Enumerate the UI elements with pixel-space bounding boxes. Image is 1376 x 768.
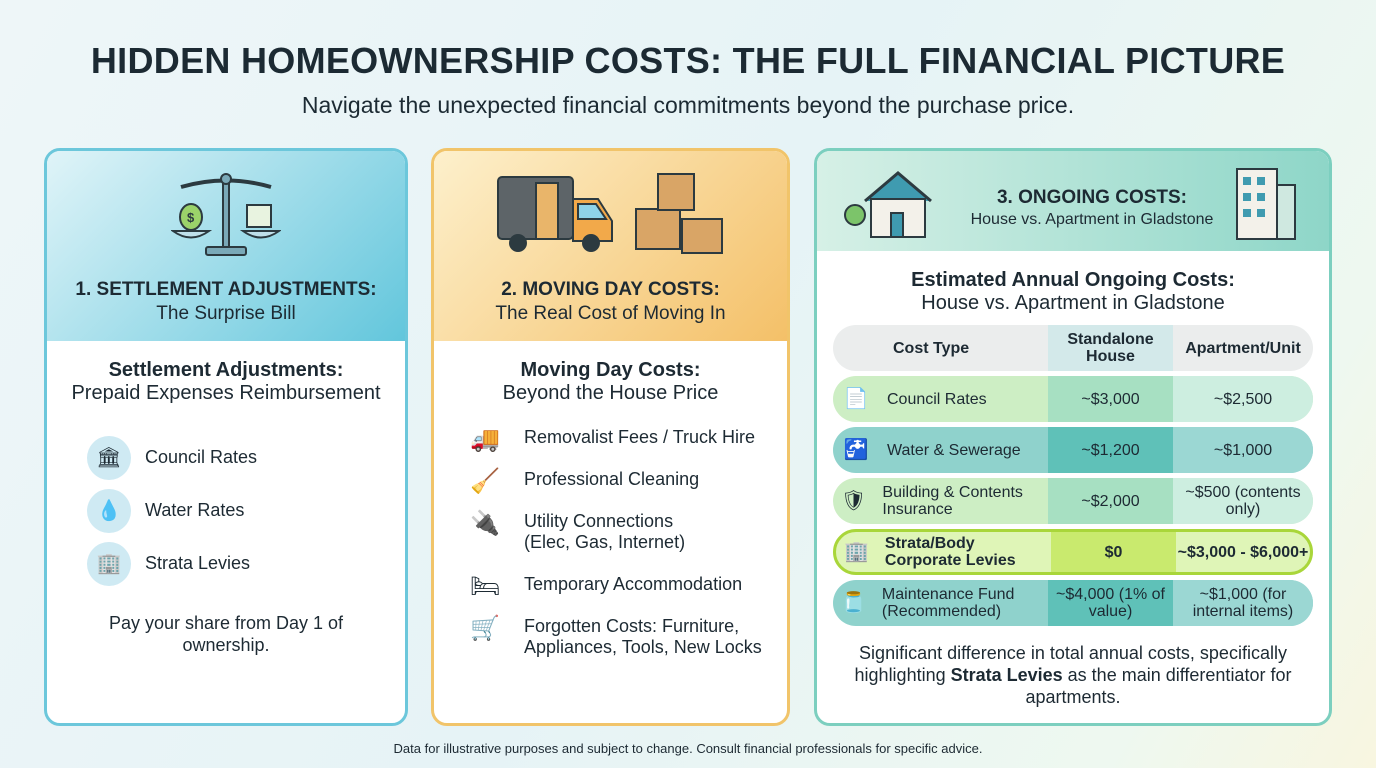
strata-building-icon: 🏢 — [844, 540, 869, 563]
table-row — [833, 376, 1313, 422]
table-row — [833, 580, 1313, 626]
list-item — [460, 572, 787, 613]
settlement-heading-sub: Prepaid Expenses Reimbursement — [71, 382, 381, 404]
item-sublabel: (Elec, Gas, Internet) — [524, 532, 686, 552]
council-document-icon: 📄 — [843, 387, 869, 410]
bed-clock-icon: 🛏 — [469, 573, 501, 600]
cleaning-bucket-icon: 🧹 — [470, 468, 500, 495]
ongoing-heading-sub: House vs. Apartment in Gladstone — [921, 292, 1225, 314]
cell-cost-type: Water & Sewerage — [887, 441, 1021, 459]
disclaimer: Data for illustrative purposes and subject to change. Consult financial professionals for specific advice. — [393, 741, 983, 756]
moving-truck-boxes-icon — [486, 169, 736, 259]
water-pipe-icon: 💧 — [87, 489, 131, 533]
cell-house: ~$1,200 — [1048, 427, 1173, 473]
settlement-subtitle: The Surprise Bill — [156, 303, 296, 324]
cell-apartment: ~$1,000 — [1173, 427, 1313, 473]
truck-icon: 🚚 — [470, 426, 500, 453]
item-label: Strata Levies — [145, 553, 251, 573]
cell-apartment: ~$2,500 — [1173, 376, 1313, 422]
cell-house: ~$3,000 — [1048, 376, 1173, 422]
item-label: Temporary Accommodation — [524, 574, 743, 594]
ongoing-title: 3. ONGOING COSTS: — [996, 187, 1188, 208]
list-item — [87, 431, 405, 484]
header-house: Standalone House — [1048, 325, 1173, 371]
cell-apartment: ~$500 (contents only) — [1173, 478, 1313, 524]
item-label: Professional Cleaning — [524, 469, 700, 489]
list-item — [460, 467, 787, 508]
svg-text:$: $ — [187, 210, 195, 225]
settlement-title: 1. SETTLEMENT ADJUSTMENTS: — [75, 279, 377, 300]
ongoing-panel — [814, 148, 1332, 726]
table-row-highlighted — [833, 529, 1313, 575]
moving-subtitle: The Real Cost of Moving In — [495, 303, 726, 324]
ongoing-header — [817, 151, 1329, 251]
page-subtitle: Navigate the unexpected financial commitments beyond the purchase price. — [301, 92, 1075, 118]
page-title: HIDDEN HOMEOWNERSHIP COSTS: THE FULL FINANCIAL PICTURE — [90, 40, 1286, 81]
cell-apartment: ~$1,000 (for internal items) — [1173, 580, 1313, 626]
utility-plug-icon: 🔌 — [470, 510, 500, 537]
item-label: Forgotten Costs: Furniture, — [524, 616, 740, 636]
list-item — [460, 509, 787, 571]
item-label: Removalist Fees / Truck Hire — [524, 427, 756, 447]
settlement-panel — [44, 148, 408, 726]
ongoing-heading: Estimated Annual Ongoing Costs: — [911, 269, 1235, 291]
item-sublabel: Appliances, Tools, New Locks — [524, 637, 762, 657]
cell-house: $0 — [1051, 532, 1176, 572]
house-icon — [843, 165, 943, 241]
header-apartment: Apartment/Unit — [1185, 339, 1301, 357]
ongoing-note — [817, 642, 1329, 708]
item-label: Utility Connections — [524, 511, 674, 531]
cell-cost-type: Council Rates — [887, 390, 987, 408]
water-tap-icon: 🚰 — [843, 438, 869, 461]
cell-cost-type: Strata/Body Corporate Levies — [884, 535, 1016, 569]
list-item — [460, 614, 787, 658]
insurance-shield-icon: 🛡 — [841, 489, 867, 512]
settlement-note: Pay your share from Day 1 of ownership. — [108, 613, 344, 655]
moving-panel — [431, 148, 790, 726]
shopping-cart-question-icon: 🛒 — [470, 615, 500, 642]
note-text: Significant difference in total annual costs, specifically highlighting — [854, 643, 1287, 685]
moving-header — [434, 151, 787, 341]
cell-apartment: ~$3,000 - $6,000+ — [1177, 543, 1309, 561]
council-building-icon: 🏛 — [87, 436, 131, 480]
list-item — [87, 537, 405, 590]
ongoing-costs-table — [833, 325, 1313, 626]
cell-house: ~$4,000 (1% of value) — [1048, 580, 1173, 626]
apartment-levy-icon: 🏢 — [87, 542, 131, 586]
table-row — [833, 478, 1313, 524]
maintenance-jar-icon: 🫙 — [841, 591, 866, 614]
table-header-row — [833, 325, 1313, 371]
settlement-header — [47, 151, 405, 341]
moving-title: 2. MOVING DAY COSTS: — [501, 279, 720, 300]
list-item — [460, 425, 787, 466]
cell-house: ~$2,000 — [1048, 478, 1173, 524]
ongoing-subtitle: House vs. Apartment in Gladstone — [970, 211, 1214, 228]
item-label: Water Rates — [145, 500, 245, 520]
header-cost-type: Cost Type — [893, 339, 970, 357]
note-text: as the main differentiator for apartments. — [1025, 665, 1292, 707]
moving-heading-sub: Beyond the House Price — [502, 382, 719, 404]
settlement-heading: Settlement Adjustments: — [108, 359, 344, 381]
item-label: Council Rates — [145, 447, 258, 467]
note-highlight: Strata Levies — [950, 665, 1063, 685]
moving-heading: Moving Day Costs: — [520, 359, 701, 381]
apartment-building-icon — [1227, 165, 1301, 241]
cell-cost-type: Building & Contents Insurance — [882, 484, 1023, 518]
cell-cost-type: Maintenance Fund (Recommended) — [881, 586, 1015, 620]
list-item — [87, 484, 405, 537]
balance-scale-icon — [171, 169, 281, 264]
table-row — [833, 427, 1313, 473]
